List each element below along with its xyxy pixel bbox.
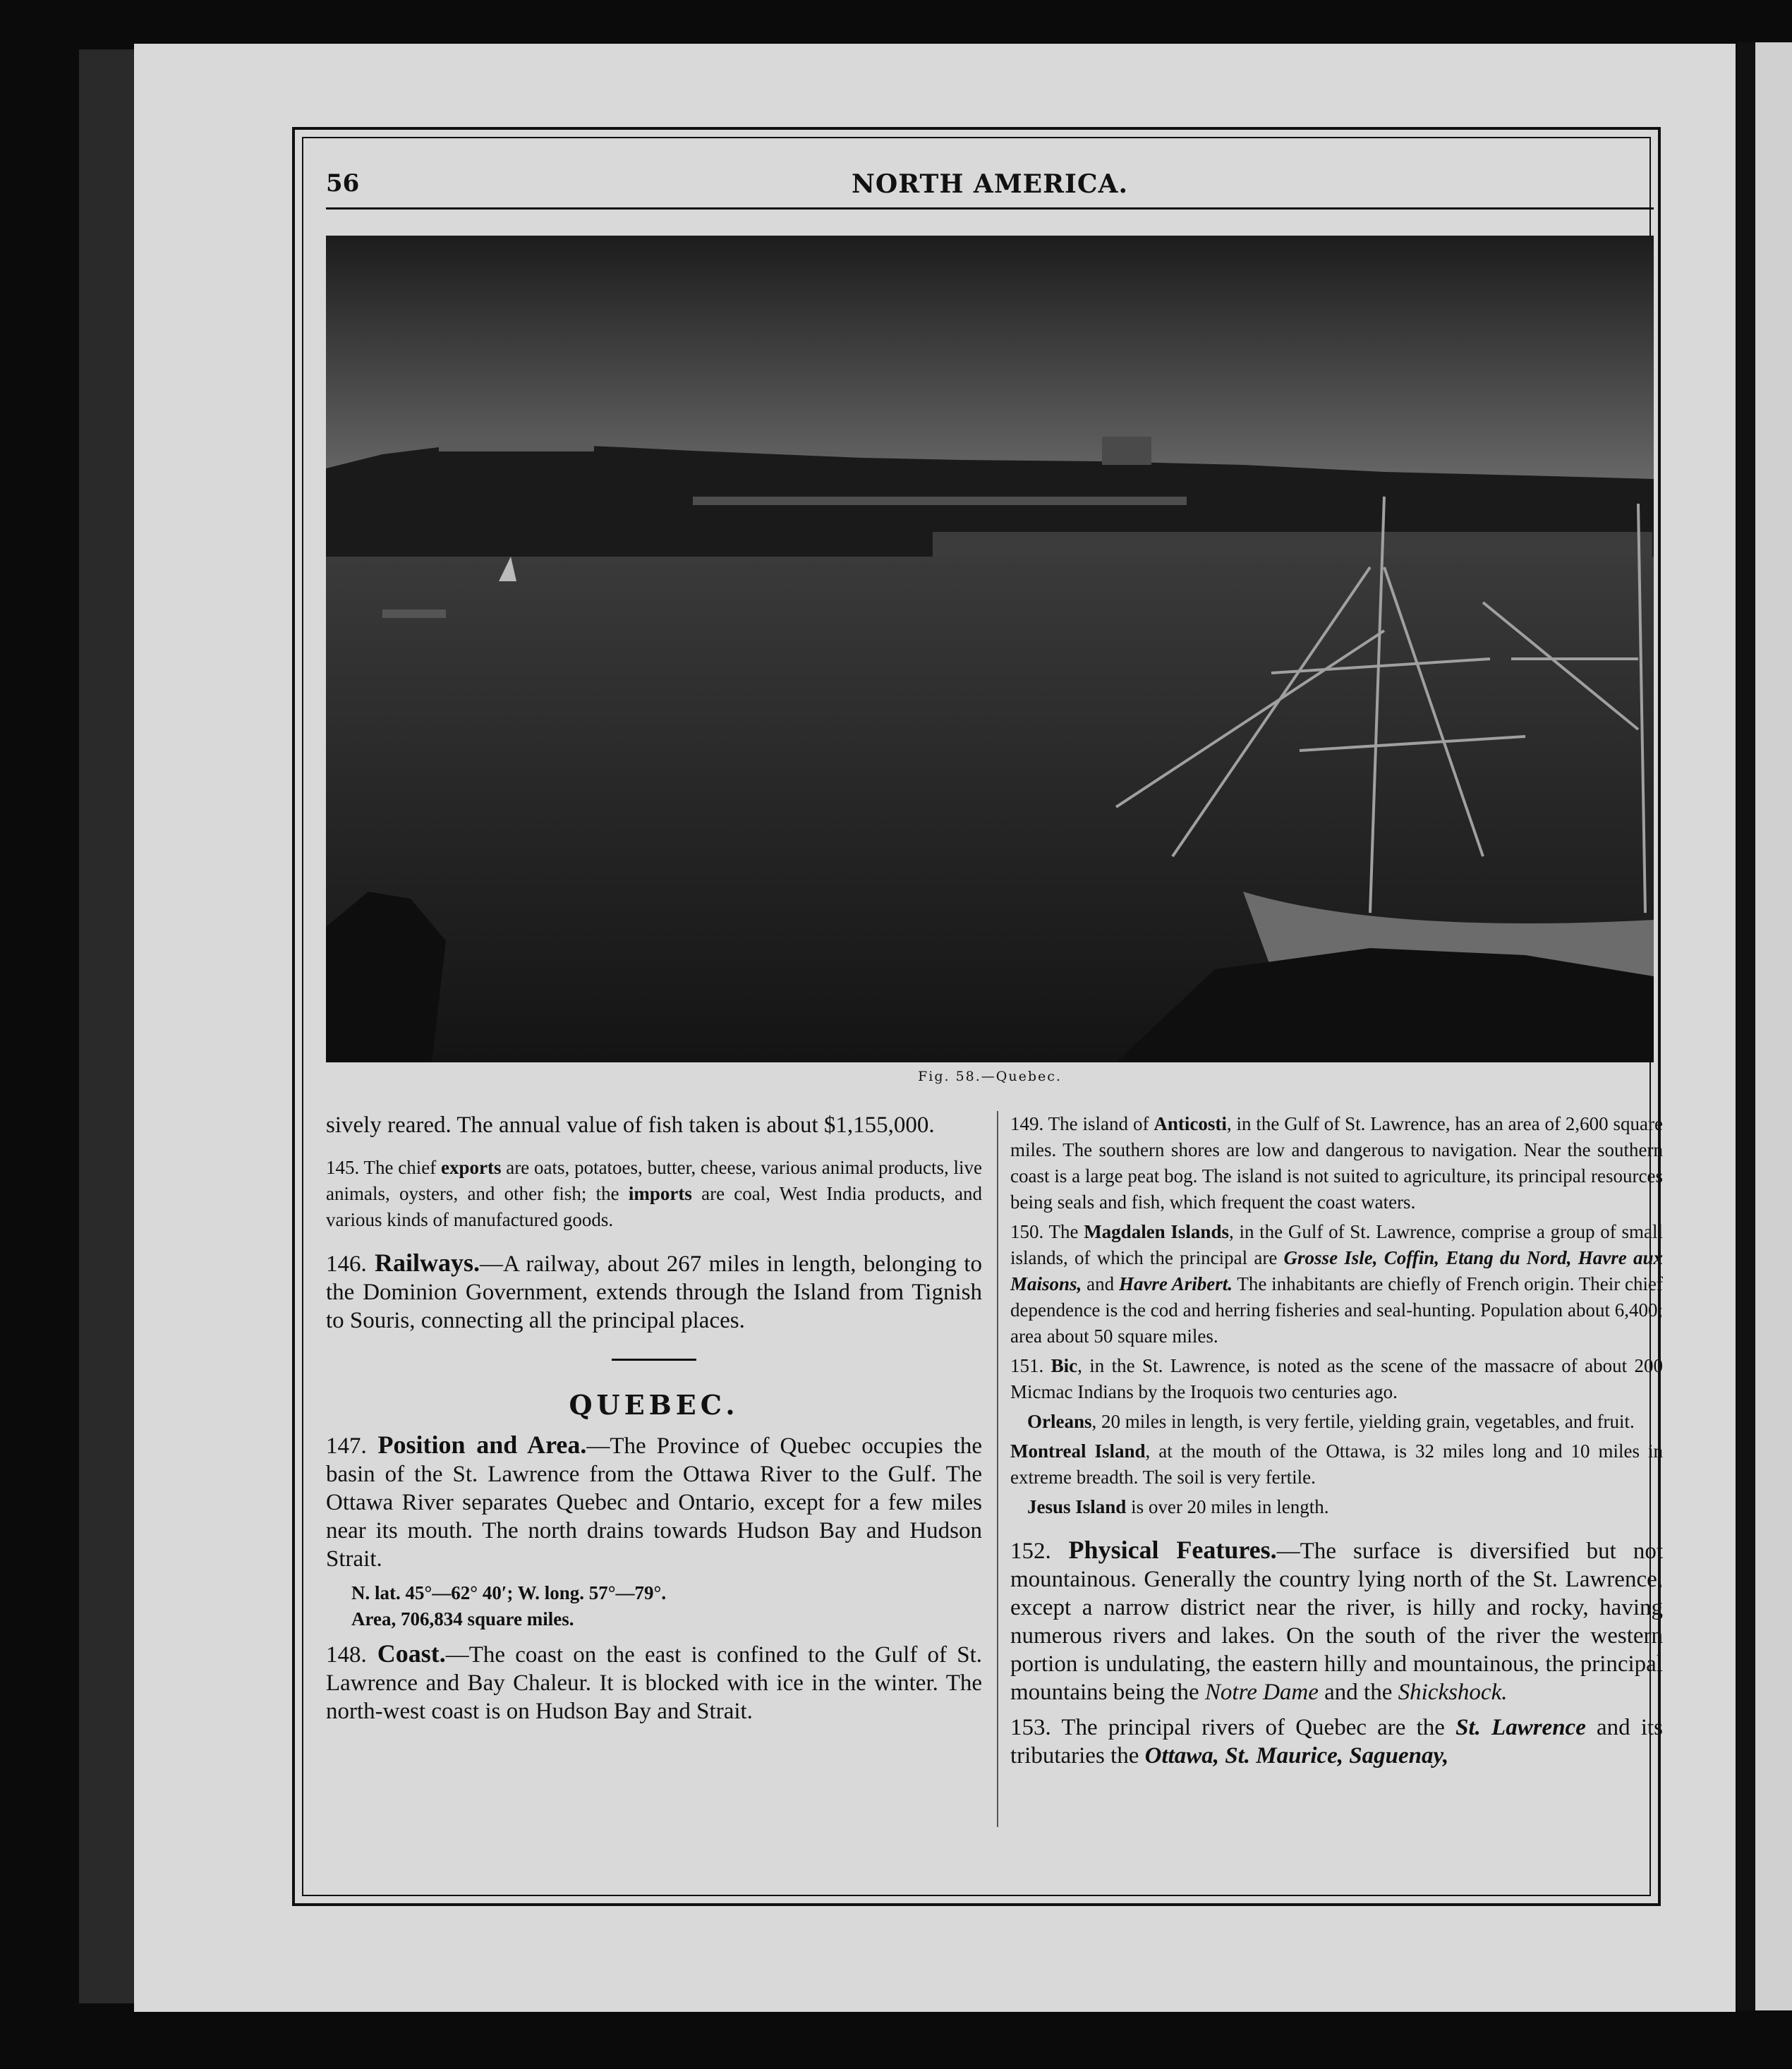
keyword: Bic — [1043, 1355, 1078, 1376]
keyword: Jesus Island — [1027, 1496, 1127, 1517]
para-number: 152. — [1010, 1539, 1051, 1564]
text: , in the St. Lawrence, is noted as the scene of the massacre of about 200 Micmac Indians by the Iroquois two centuries ago. — [1010, 1355, 1663, 1402]
para-number: 151. — [1010, 1355, 1044, 1376]
steamboat — [382, 609, 446, 618]
text: , in the Gulf of St. Lawrence, comprise a group of small islands, of which the principal are — [1010, 1221, 1663, 1268]
figure-caption: Fig. 58.—Quebec. — [918, 1069, 1062, 1084]
italic-names: Shickshock. — [1398, 1680, 1508, 1705]
section-heading: QUEBEC. — [569, 1389, 739, 1421]
text: The island of — [1043, 1113, 1154, 1134]
quebec-photograph — [326, 236, 1654, 1062]
paragraph-146 — [326, 1249, 982, 1335]
paragraph-heading: Railways. — [366, 1249, 480, 1277]
text: The chief — [359, 1157, 442, 1178]
paragraph-heading: Physical Features. — [1051, 1536, 1277, 1564]
keyword: Magdalen Islands — [1084, 1221, 1229, 1242]
text: —The coast on the east is confined to the Gulf of St. Lawrence and Bay Chaleur. It is blocked with ice in the winter. The north-west coast is on Hudson Bay and Strait. — [326, 1642, 982, 1724]
column-divider — [997, 1111, 998, 1827]
paragraph-150 — [1010, 1219, 1663, 1349]
italic-names: Notre Dame — [1204, 1680, 1319, 1705]
keyword: Orleans — [1027, 1411, 1092, 1432]
text: —The surface is diversified but not mountainous. Generally the country lying north of the St. Lawrence, except a narrow district near the river, is hilly and rocky, having numerous rivers and lakes. On the south of the river the western portion is undulating, the eastern hilly and mountainous, the principal mountains being the — [1010, 1539, 1663, 1705]
text: The — [1043, 1221, 1084, 1242]
paragraph-153 — [1010, 1713, 1663, 1770]
ramparts — [693, 497, 1187, 505]
paragraph-jesus — [1010, 1494, 1663, 1520]
para-number: 147. — [326, 1433, 367, 1459]
keyword: exports — [441, 1157, 502, 1178]
header-rule — [326, 207, 1654, 210]
paragraph-fish-continued: sively reared. The annual value of fish taken is about $1,155,000. — [326, 1112, 935, 1138]
paragraph-152 — [1010, 1536, 1663, 1706]
para-number: 146. — [326, 1251, 367, 1277]
text: , in the Gulf of St. Lawrence, has an area of 2,600 square miles. The southern shores are low and dangerous to navigation. Near the southern coast is a large peat bog. The island is not suited to agriculture, its principal resources being seals and fish, which frequent the coast waters. — [1010, 1113, 1664, 1213]
text: and its tributaries the — [1010, 1715, 1664, 1768]
left-column — [326, 1111, 982, 1733]
text: —A railway, about 267 miles in length, belonging to the Dominion Government, extends through the Island from Tignish to Souris, connecting all the principal places. — [326, 1251, 983, 1333]
text: and — [1082, 1273, 1119, 1294]
paragraph-montreal — [1010, 1438, 1663, 1491]
parliament-building — [1102, 437, 1151, 465]
facing-page-edge — [1755, 42, 1792, 2010]
text: The inhabitants are chiefly of French origin. Their chief dependence is the cod and herring fisheries and seal-hunting. Population about 6,400; area about 50 square miles. — [1010, 1273, 1663, 1347]
paragraph-148 — [326, 1639, 982, 1725]
paragraph-151 — [1010, 1353, 1663, 1405]
running-title: NORTH AMERICA. — [852, 169, 1128, 199]
keyword: Montreal Island — [1010, 1440, 1146, 1462]
italic-names: Ottawa, St. Maurice, Saguenay, — [1144, 1743, 1449, 1768]
text: are coal, West India products, and various kinds of manufactured goods. — [326, 1183, 982, 1230]
para-number: 148. — [326, 1642, 367, 1668]
para-number: 145. — [326, 1157, 360, 1178]
section-separator — [612, 1359, 696, 1361]
text: and the — [1318, 1680, 1398, 1705]
citadel — [439, 442, 594, 451]
running-head — [326, 161, 1654, 203]
lower-town — [933, 532, 1652, 559]
paragraph-orleans — [1010, 1409, 1663, 1435]
text: are oats, potatoes, butter, cheese, various animal products, live animals, oysters, and other fish; the — [326, 1157, 982, 1204]
text: —The Province of Quebec occupies the basin of the St. Lawrence from the Ottawa River to the Gulf. The Ottawa River separates Quebec and Ontario, except for a few miles near its mouth. The north drains towards Hudson Bay and Hudson Strait. — [326, 1433, 983, 1572]
latitude-longitude: N. lat. 45°—62° 40′; W. long. 57°—79°. — [351, 1582, 667, 1603]
text: is over 20 miles in length. — [1126, 1496, 1329, 1517]
paragraph-heading: Coast. — [366, 1639, 446, 1668]
paragraph-145 — [326, 1155, 982, 1233]
keyword: Anticosti — [1154, 1113, 1227, 1134]
keyword: imports — [628, 1183, 692, 1204]
para-number: 153. — [1010, 1715, 1051, 1740]
area-line: Area, 706,834 square miles. — [351, 1608, 574, 1630]
text: , at the mouth of the Ottawa, is 32 miles long and 10 miles in extreme breadth. The soil is very fertile. — [1010, 1440, 1663, 1488]
book-spine-edge — [79, 49, 135, 2003]
italic-names: Grosse Isle, Coffin, Etang du Nord, Havre aux Maisons, — [1010, 1247, 1663, 1294]
gutter-shadow — [1737, 42, 1755, 2010]
page-number: 56 — [326, 169, 360, 198]
text: The principal rivers of Quebec are the — [1051, 1715, 1456, 1740]
para-number: 149. — [1010, 1113, 1044, 1134]
text: , 20 miles in length, is very fertile, yielding grain, vegetables, and fruit. — [1091, 1411, 1635, 1432]
right-column — [1010, 1111, 1663, 1777]
italic-names: St. Lawrence — [1455, 1715, 1586, 1740]
italic-names: Havre Aribert. — [1118, 1273, 1233, 1294]
paragraph-147 — [326, 1431, 982, 1573]
paragraph-149 — [1010, 1111, 1663, 1215]
paragraph-heading: Position and Area. — [366, 1431, 587, 1459]
para-number: 150. — [1010, 1221, 1044, 1242]
